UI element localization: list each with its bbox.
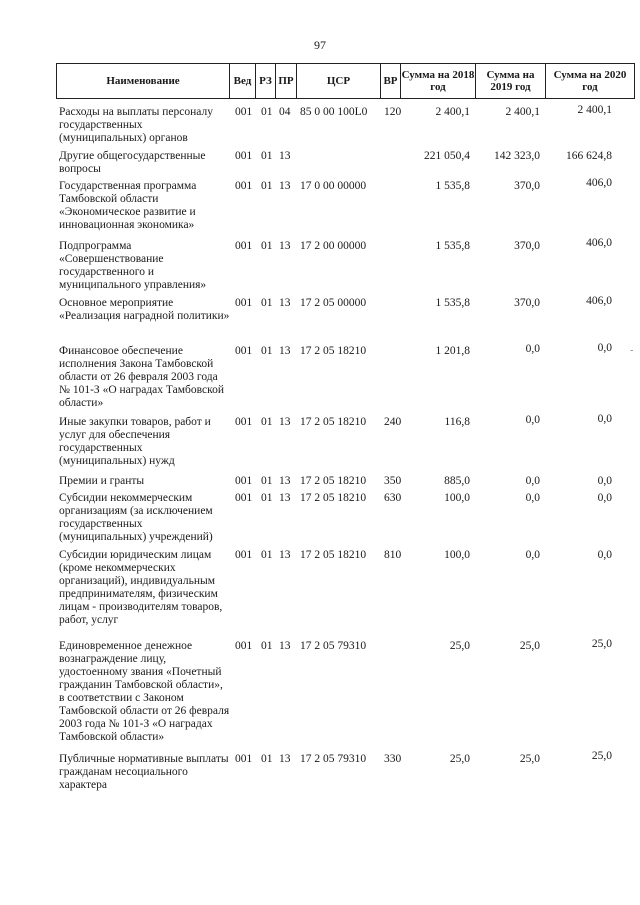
row-sum-2018: 25,0 <box>449 640 470 652</box>
header-ved: Вед <box>230 64 256 98</box>
row-pr: 13 <box>279 240 291 252</box>
row-sum-2020: 2 400,1 <box>577 104 612 116</box>
row-pr: 13 <box>279 297 291 309</box>
row-name: Основное мероприятие «Реализация наградной политики» <box>59 297 230 322</box>
row-rz: 01 <box>261 345 273 357</box>
row-name: Государственная программа Тамбовской области «Экономическое развитие и инновационная экономика» <box>59 180 197 231</box>
row-csr: 17 0 00 00000 <box>300 180 367 192</box>
row-vr: 630 <box>384 492 402 504</box>
row-rz: 01 <box>261 640 273 652</box>
row-sum-2019: 0,0 <box>525 492 540 504</box>
row-rz: 01 <box>261 240 273 252</box>
row-ved: 001 <box>235 150 253 162</box>
scan-artifact: - <box>630 345 634 356</box>
header-pr: ПР <box>276 64 297 98</box>
row-sum-2020: 0,0 <box>597 549 612 561</box>
row-sum-2019: 25,0 <box>519 640 540 652</box>
row-sum-2019: 0,0 <box>525 475 540 487</box>
row-name: Субсидии юридическим лицам (кроме некоммерческих организаций), индивидуальным предпринимателям, физическим лицам - производителям товаров, работ, услуг <box>59 549 223 626</box>
header-csr: ЦСР <box>297 64 381 98</box>
row-sum-2019: 370,0 <box>514 180 540 192</box>
row-ved: 001 <box>235 753 253 765</box>
row-ved: 001 <box>235 475 253 487</box>
row-sum-2018: 100,0 <box>444 492 470 504</box>
header-sum-2020: Сумма на 2020 год <box>553 69 627 93</box>
row-sum-2019: 370,0 <box>514 297 540 309</box>
row-pr: 13 <box>279 549 291 561</box>
row-sum-2020: 406,0 <box>586 177 612 189</box>
row-ved: 001 <box>235 297 253 309</box>
row-vr: 240 <box>384 416 402 428</box>
row-ved: 001 <box>235 492 253 504</box>
row-sum-2019: 0,0 <box>525 414 540 426</box>
row-vr: 120 <box>384 106 402 118</box>
row-ved: 001 <box>235 549 253 561</box>
row-sum-2018: 25,0 <box>449 753 470 765</box>
row-csr: 17 2 05 79310 <box>300 753 367 765</box>
header-sum-2018: Сумма на 2018 год <box>401 64 476 98</box>
row-sum-2020: 0,0 <box>597 475 612 487</box>
row-rz: 01 <box>261 106 273 118</box>
row-sum-2020: 25,0 <box>591 750 612 762</box>
row-sum-2020: 0,0 <box>597 342 612 354</box>
row-name: Премии и гранты <box>59 475 145 487</box>
row-rz: 01 <box>261 180 273 192</box>
row-pr: 13 <box>279 345 291 357</box>
header-name: Наименование <box>57 64 230 98</box>
row-csr: 17 2 00 00000 <box>300 240 367 252</box>
row-csr: 17 2 05 79310 <box>300 640 367 652</box>
row-name: Другие общегосударственные вопросы <box>59 150 206 175</box>
row-sum-2019: 370,0 <box>514 240 540 252</box>
row-pr: 04 <box>279 106 291 118</box>
row-rz: 01 <box>261 416 273 428</box>
row-ved: 001 <box>235 640 253 652</box>
row-pr: 13 <box>279 180 291 192</box>
row-vr: 810 <box>384 549 402 561</box>
row-rz: 01 <box>261 297 273 309</box>
row-ved: 001 <box>235 106 253 118</box>
row-ved: 001 <box>235 240 253 252</box>
row-rz: 01 <box>261 492 273 504</box>
row-sum-2018: 885,0 <box>444 475 470 487</box>
row-sum-2018: 1 535,8 <box>435 240 470 252</box>
row-pr: 13 <box>279 475 291 487</box>
row-sum-2020: 0,0 <box>597 413 612 425</box>
row-sum-2018: 1 201,8 <box>435 345 470 357</box>
row-vr: 350 <box>384 475 402 487</box>
row-sum-2019: 2 400,1 <box>505 106 540 118</box>
row-vr: 330 <box>384 753 402 765</box>
row-name: Публичные нормативные выплаты гражданам несоциального характера <box>59 753 229 791</box>
row-rz: 01 <box>261 753 273 765</box>
row-sum-2020: 25,0 <box>591 638 612 650</box>
row-pr: 13 <box>279 416 291 428</box>
row-sum-2018: 1 535,8 <box>435 180 470 192</box>
row-sum-2018: 221 050,4 <box>424 150 470 162</box>
row-ved: 001 <box>235 416 253 428</box>
row-sum-2020: 406,0 <box>586 295 612 307</box>
row-sum-2019: 0,0 <box>525 343 540 355</box>
row-rz: 01 <box>261 475 273 487</box>
row-sum-2018: 100,0 <box>444 549 470 561</box>
row-sum-2019: 142 323,0 <box>494 150 540 162</box>
row-sum-2019: 0,0 <box>525 549 540 561</box>
row-csr: 85 0 00 100L0 <box>300 106 368 118</box>
row-rz: 01 <box>261 150 273 162</box>
row-csr: 17 2 05 18210 <box>300 492 367 504</box>
row-csr: 17 2 05 18210 <box>300 475 367 487</box>
row-sum-2019: 25,0 <box>519 753 540 765</box>
row-sum-2020: 166 624,8 <box>566 150 612 162</box>
row-name: Единовременное денежное вознаграждение лицу, удостоенному звания «Почетный гражданин Тамбовской области», в соответствии с Законом Тамбовской области от 26 февраля 2003 года № 101-З «О наградах Тамбовской области» <box>59 640 230 743</box>
row-sum-2018: 116,8 <box>444 416 470 428</box>
row-rz: 01 <box>261 549 273 561</box>
header-vr: ВР <box>381 64 401 98</box>
row-sum-2020: 0,0 <box>597 492 612 504</box>
row-csr: 17 2 05 18210 <box>300 549 367 561</box>
page-number: 97 <box>314 38 326 52</box>
row-csr: 17 2 05 00000 <box>300 297 367 309</box>
row-pr: 13 <box>279 640 291 652</box>
row-name: Субсидии некоммерческим организациям (за исключением государственных (муниципальных) учреждений) <box>59 492 213 543</box>
row-sum-2020: 406,0 <box>586 237 612 249</box>
row-name: Расходы на выплаты персоналу государственных (муниципальных) органов <box>59 106 213 144</box>
table-header <box>56 63 635 99</box>
row-ved: 001 <box>235 345 253 357</box>
row-csr: 17 2 05 18210 <box>300 345 367 357</box>
row-name: Иные закупки товаров, работ и услуг для обеспечения государственных (муниципальных) нужд <box>59 416 211 467</box>
header-rz: РЗ <box>256 64 276 98</box>
row-sum-2018: 2 400,1 <box>435 106 470 118</box>
row-pr: 13 <box>279 753 291 765</box>
row-name: Подпрограмма «Совершенствование государственного и муниципального управления» <box>59 240 207 291</box>
row-ved: 001 <box>235 180 253 192</box>
row-sum-2018: 1 535,8 <box>435 297 470 309</box>
row-pr: 13 <box>279 150 291 162</box>
row-pr: 13 <box>279 492 291 504</box>
row-csr: 17 2 05 18210 <box>300 416 367 428</box>
header-sum-2019: Сумма на 2019 год <box>476 64 546 98</box>
row-name: Финансовое обеспечение исполнения Закона Тамбовской области от 26 февраля 2003 года № 101-З «О наградах Тамбовской области» <box>59 345 224 409</box>
